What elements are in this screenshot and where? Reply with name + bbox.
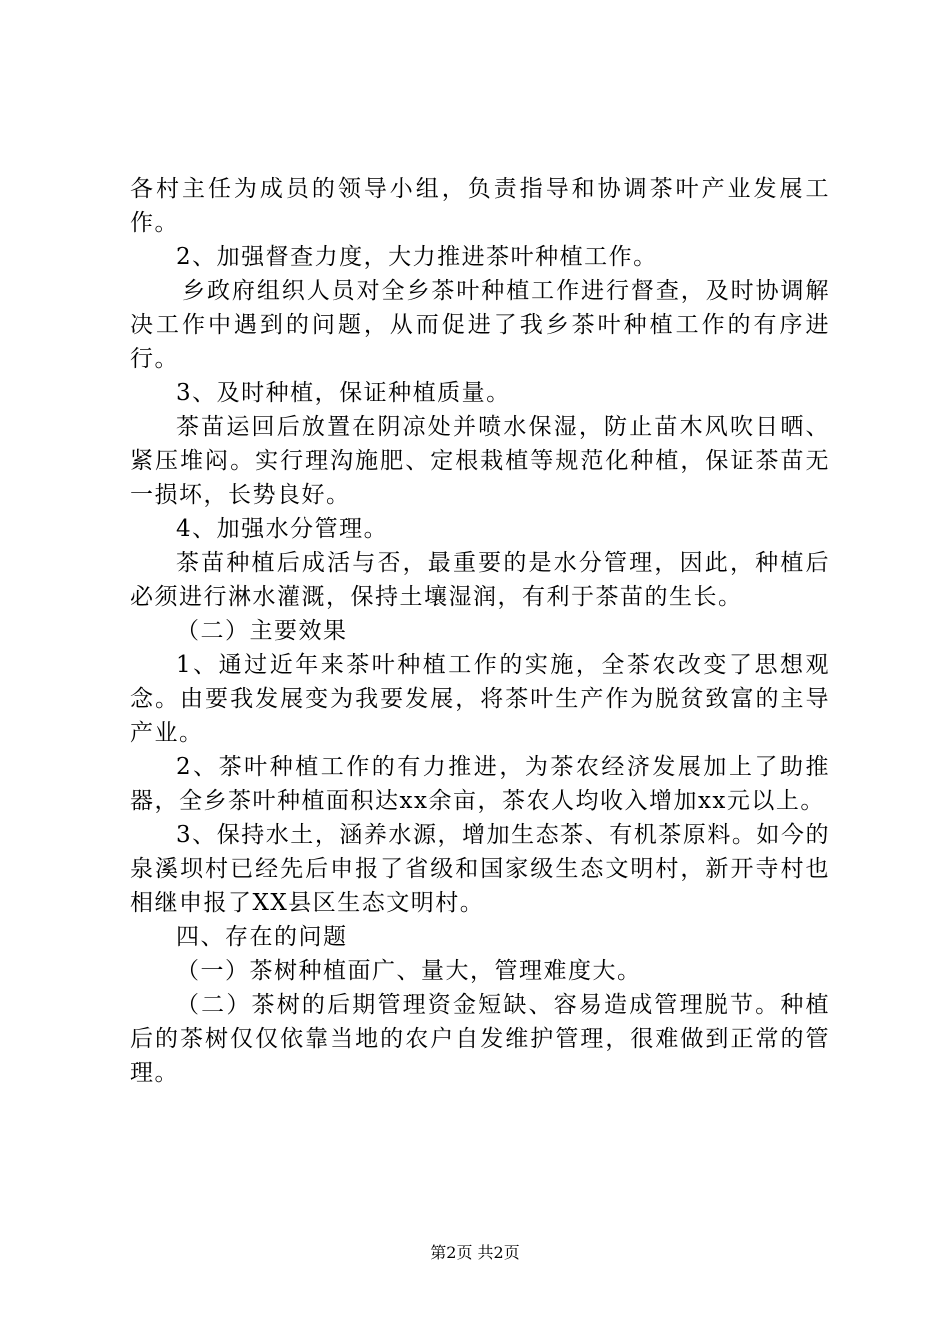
numbered-heading: 3、及时种植，保证种植质量。 [176, 380, 511, 406]
numbered-heading: 2、加强督查力度，大力推进茶叶种植工作。 [176, 244, 658, 270]
section-heading: 四、存在的问题 [176, 924, 348, 950]
paragraph: （二）茶树的后期管理资金短缺、容易造成管理脱节。种植后的茶树仅仅依靠当地的农户自发维护管理，很难做到正常的管理。 [130, 992, 830, 1086]
paragraph: 2、茶叶种植工作的有力推进，为茶农经济发展加上了助推器，全乡茶叶种植面积达xx余亩，茶农人均收入增加xx元以上。 [130, 754, 830, 814]
paragraph: 茶苗种植后成活与否，最重要的是水分管理，因此，种植后必须进行淋水灌溉，保持土壤湿润，有利于茶苗的生长。 [130, 550, 830, 610]
document-body [130, 172, 830, 1090]
page-footer [0, 1243, 950, 1263]
section-heading: （二）主要效果 [176, 618, 348, 644]
paragraph: 茶苗运回后放置在阴凉处并喷水保湿，防止苗木风吹日晒、紧压堆闷。实行理沟施肥、定根栽植等规范化种植，保证茶苗无一损坏，长势良好。 [130, 414, 830, 508]
numbered-heading: 4、加强水分管理。 [176, 516, 389, 542]
page-number: 第2页 共2页 [430, 1243, 520, 1262]
paragraph: 乡政府组织人员对全乡茶叶种植工作进行督查，及时协调解决工作中遇到的问题，从而促进了我乡茶叶种植工作的有序进行。 [130, 278, 830, 372]
paragraph: 3、保持水土，涵养水源，增加生态茶、有机茶原料。如今的泉溪坝村已经先后申报了省级和国家级生态文明村，新开寺村也相继申报了XX县区生态文明村。 [130, 822, 830, 916]
paragraph: 1、通过近年来茶叶种植工作的实施，全茶农改变了思想观念。由要我发展变为我要发展，将茶叶生产作为脱贫致富的主导产业。 [130, 652, 830, 746]
paragraph: 各村主任为成员的领导小组，负责指导和协调茶叶产业发展工作。 [130, 176, 830, 236]
subsection-heading: （一）茶树种植面广、量大，管理难度大。 [176, 958, 642, 984]
